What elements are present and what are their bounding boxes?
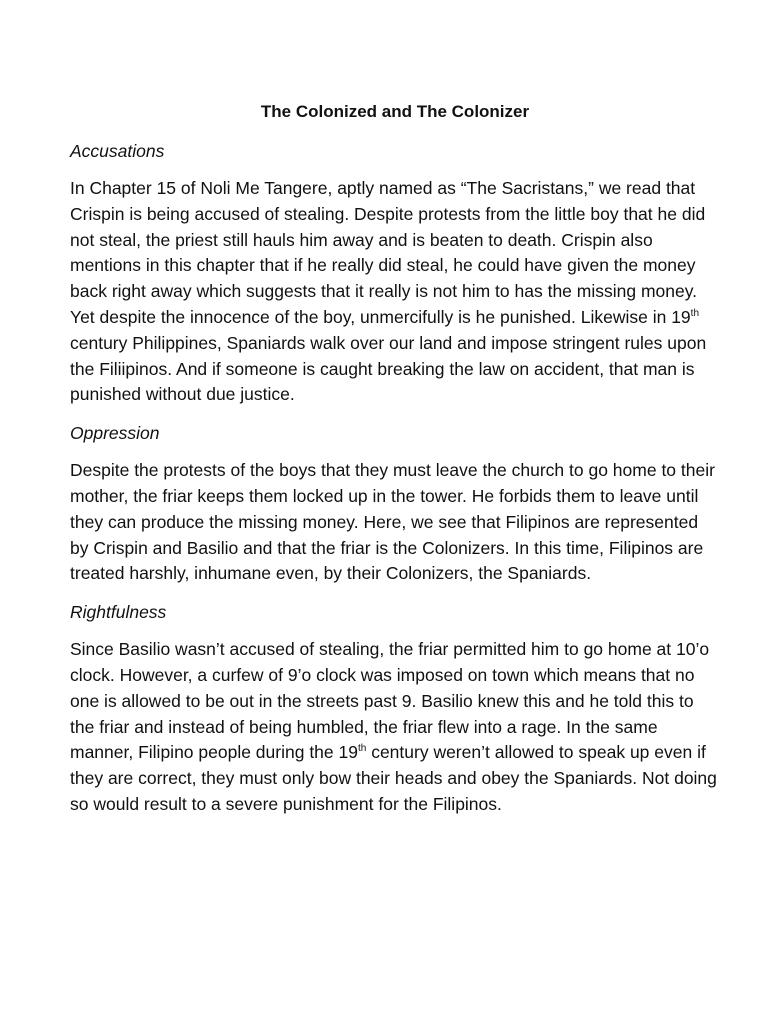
paragraph-text: century weren’t allowed to speak up even if they are correct, they must only bow their heads and obey the Spaniards. Not doing so would result to a severe punishment for the Filipinos. [70, 742, 717, 814]
document-title: The Colonized and The Colonizer [260, 102, 530, 121]
section-paragraph-oppression [70, 458, 720, 587]
section-paragraph-rightfulness [70, 637, 720, 818]
paragraph-text: In Chapter 15 of Noli Me Tangere, aptly named as “The Sacristans,” we read that Crispin is being accused of stealing. Despite protests from the little boy that he did not steal, the priest still hauls him away and is beaten to death. Crispin also mentions in this chapter that if he really did steal, he could have given the money back right away which suggests that it really is not him to has the missing money. Yet despite the innocence of the boy, unmercifully is he punished. Likewise in 19 [70, 178, 706, 327]
section-heading-rightfulness: Rightfulness [70, 602, 167, 623]
section-paragraph-accusations [70, 176, 720, 408]
document-page [70, 100, 720, 830]
ordinal-superscript: th [357, 743, 367, 755]
paragraph-text: Since Basilio wasn’t accused of stealing, the friar permitted him to go home at 10’o clock. However, a curfew of 9’o clock was imposed on town which means that no one is allowed to be out in the streets past 9. Basilio knew this and he told this to the friar and instead of being humbled, the friar flew into a rage. In the same manner, Filipino people during the 19 [70, 639, 710, 763]
section-heading-accusations: Accusations [70, 141, 165, 161]
section-heading-oppression: Oppression [70, 423, 160, 444]
ordinal-superscript: th [690, 308, 700, 320]
paragraph-text: Despite the protests of the boys that they must leave the church to go home to their mother, the friar keeps them locked up in the tower. He forbids them to leave until they can produce the missing money. Here, we see that Filipinos are represented by Crispin and Basilio and that the friar is the Colonizers. In this time, Filipinos are treated harshly, inhumane even, by their Colonizers, the Spaniards. [70, 460, 715, 584]
paragraph-text: century Philippines, Spaniards walk over our land and impose stringent rules upon the Filiipinos. And if someone is caught breaking the law on accident, that man is punished without due justice. [70, 332, 707, 405]
